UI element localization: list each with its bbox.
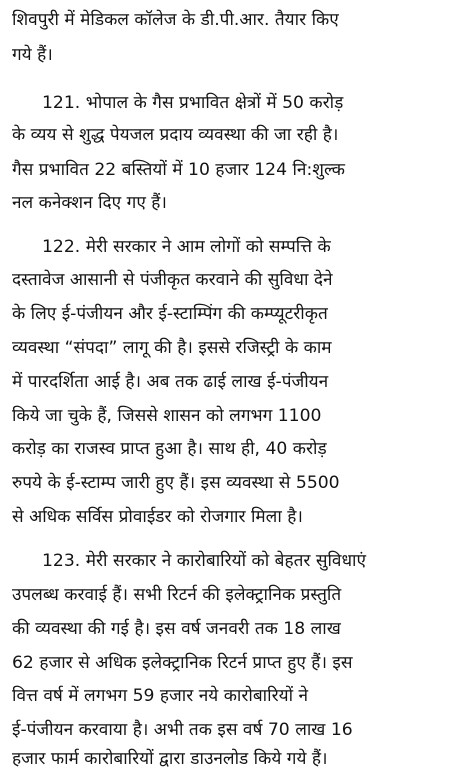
paragraph-123-line: 123. मेरी सरकार ने कारोबारियों को बेहतर सुविधाएं	[42, 551, 367, 571]
text-line: गये हैं।	[12, 45, 53, 65]
text-line: वित्त वर्ष में लगभग 59 हजार नये कारोबारियों ने	[12, 686, 309, 706]
text-line: रुपये के ई-स्टाम्प जारी हुए हैं। इस व्यवस्था से 5500	[12, 473, 340, 493]
text-line: नल कनेक्शन दिए गए हैं।	[12, 193, 167, 213]
text-line: हजार फार्म कारोबारियों द्वारा डाउनलोड किये गये हैं।	[12, 749, 328, 769]
text-line: ई-पंजीयन करवाया है। अभी तक इस वर्ष 70 लाख 16	[12, 720, 353, 740]
text-line: उपलब्ध करवाई हैं। सभी रिटर्न की इलेक्ट्रानिक प्रस्तुति	[12, 585, 342, 605]
text-line: किये जा चुके हैं, जिससे शासन को लगभग 1100	[12, 406, 322, 426]
text-line: 62 हजार से अधिक इलेक्ट्रानिक रिटर्न प्राप्त हुए हैं। इस	[12, 653, 353, 673]
text-line: शिवपुरी में मेडिकल कॉलेज के डी.पी.आर. तैयार किए	[12, 10, 339, 30]
text-line: के लिए ई-पंजीयन और ई-स्टाम्पिंग की कम्प्यूटरीकृत	[12, 304, 328, 324]
text-line: में पारदर्शिता आई है। अब तक ढाई लाख ई-पंजीयन	[12, 372, 329, 392]
text-line: गैस प्रभावित 22 बस्तियों में 10 हजार 124 नि:शुल्क	[12, 160, 345, 180]
text-line: दस्तावेज आसानी से पंजीकृत करवाने की सुविधा देने	[12, 270, 333, 290]
text-line: करोड़ का राजस्व प्राप्त हुआ है। साथ ही, 40 करोड़	[12, 439, 327, 459]
text-line: व्यवस्था “संपदा” लागू की है। इससे रजिस्ट्री के काम	[12, 338, 332, 358]
paragraph-121-line: 121. भोपाल के गैस प्रभावित क्षेत्रों में 50 करोड़	[42, 93, 344, 113]
text-line: से अधिक सर्विस प्रोवाईडर को रोजगार मिला है।	[12, 507, 303, 527]
text-line: के व्यय से शुद्ध पेयजल प्रदाय व्यवस्था की जा रही है।	[12, 125, 339, 145]
paragraph-122-line: 122. मेरी सरकार ने आम लोगों को सम्पत्ति के	[42, 237, 331, 257]
text-line: की व्यवस्था की गई है। इस वर्ष जनवरी तक 18 लाख	[12, 619, 341, 639]
